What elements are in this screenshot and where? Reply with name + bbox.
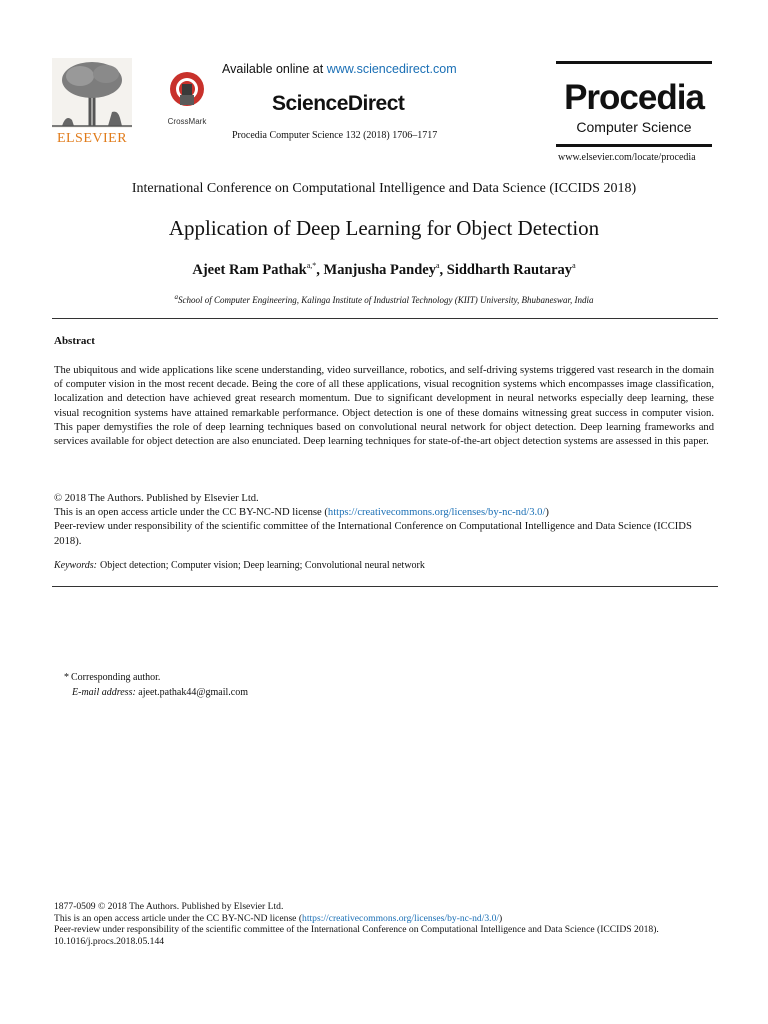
footer-license-prefix: This is an open access article under the CC BY-NC-ND license ( — [54, 912, 303, 924]
copyright-line: © 2018 The Authors. Published by Elsevier Ltd. — [54, 493, 259, 504]
footer-license-suffix: ) — [499, 912, 503, 924]
abstract-text: The ubiquitous and wide applications like scene understanding, video surveillance, robotics, and self-driving systems triggered vast research in the domain of computer vision in the most recent decade. Being the core of all these applications, visual recognition systems which encompasses image classification, localization and detection have achieved great research momentum. Due to significant development in neural networks especially deep learning, these visual recognition systems have attained remarkable performance. Object detection is one of these domains witnessing great success in computer vision. This paper demystifies the role of deep learning techniques based on convolutional neural network for object detection. Deep learning frameworks and services available for object detection are also enunciated. Deep learning techniques for state-of-the-art object detection systems are assessed in this paper. — [54, 365, 714, 448]
journal-url[interactable]: www.elsevier.com/locate/procedia — [558, 152, 696, 163]
crossmark-label: CrossMark — [167, 117, 207, 126]
paper-title: Application of Deep Learning for Object Detection — [168, 216, 600, 240]
author-affiliation-marker: a — [435, 261, 440, 270]
keywords-text: Object detection; Computer vision; Deep learning; Convolutional neural network — [99, 560, 425, 571]
conference-name: International Conference on Computational Intelligence and Data Science (ICCIDS 2018) — [131, 181, 637, 196]
doi[interactable]: 10.1016/j.procs.2018.05.144 — [54, 935, 165, 947]
email-address[interactable]: ajeet.pathak44@gmail.com — [138, 687, 249, 698]
journal-logo-main: Procedia — [564, 78, 704, 117]
corresponding-label: Corresponding author. — [71, 672, 161, 683]
issn-line: 1877-0509 © 2018 The Authors. Published by Elsevier Ltd. — [54, 901, 284, 912]
publisher-wordmark: ELSEVIER — [56, 131, 128, 146]
divider — [52, 318, 718, 319]
footer-license-link[interactable]: https://creativecommons.org/licenses/by-nc-nd/3.0/ — [302, 912, 500, 924]
corresponding-marker: * — [64, 672, 69, 683]
affiliation-text: School of Computer Engineering, Kalinga Institute of Industrial Technology (KIIT) University, Bhubaneswar, India — [178, 295, 594, 305]
author-affiliation-marker: a,* — [306, 261, 317, 270]
author-name: Manjusha Pandey — [323, 261, 436, 278]
crossmark-icon — [168, 70, 206, 110]
author-list: Ajeet Ram Pathak$^{a,*}$, Manjusha Pandey$^a$, Siddharth Rautaray$^a$ — [192, 261, 576, 278]
available-online-line — [222, 62, 457, 76]
keywords-line — [54, 560, 714, 571]
peer-review-line: Peer-review under responsibility of the scientific committee of the International Conference on Computational Intelligence and Data Science (ICCIDS 2018). — [54, 521, 692, 547]
corresponding-author-note — [64, 670, 248, 700]
author-name: Siddharth Rautaray — [446, 261, 573, 278]
keywords-label: Keywords: — [54, 560, 97, 571]
affiliation-marker: a — [174, 293, 179, 301]
abstract-heading: Abstract — [54, 335, 95, 347]
license-suffix: ) — [545, 507, 549, 519]
email-label: E-mail address: — [72, 687, 136, 698]
footer-license-line — [54, 913, 724, 925]
author-name: Ajeet Ram Pathak — [192, 261, 307, 278]
copyright-block — [54, 492, 714, 549]
footer-block — [54, 901, 724, 947]
affiliation — [0, 293, 768, 305]
divider — [52, 586, 718, 587]
journal-logo — [556, 61, 712, 147]
crossmark-badge[interactable] — [160, 70, 214, 126]
license-link[interactable]: https://creativecommons.org/licenses/by-nc-nd/3.0/ — [327, 507, 546, 519]
sciencedirect-title: ScienceDirect — [272, 92, 405, 115]
author-affiliation-marker: a — [572, 261, 576, 270]
footer-peer-review: Peer-review under responsibility of the scientific committee of the International Conference on Computational Intelligence and Data Science (ICCIDS 2018). — [54, 924, 659, 935]
journal-logo-sub: Computer Science — [576, 119, 692, 135]
license-line — [54, 506, 714, 520]
license-prefix: This is an open access article under the CC BY-NC-ND license ( — [54, 507, 328, 519]
available-prefix: Available online at — [222, 62, 327, 76]
journal-reference: Procedia Computer Science 132 (2018) 1706–1717 — [232, 130, 438, 141]
sciencedirect-link[interactable]: www.sciencedirect.com — [326, 62, 457, 76]
